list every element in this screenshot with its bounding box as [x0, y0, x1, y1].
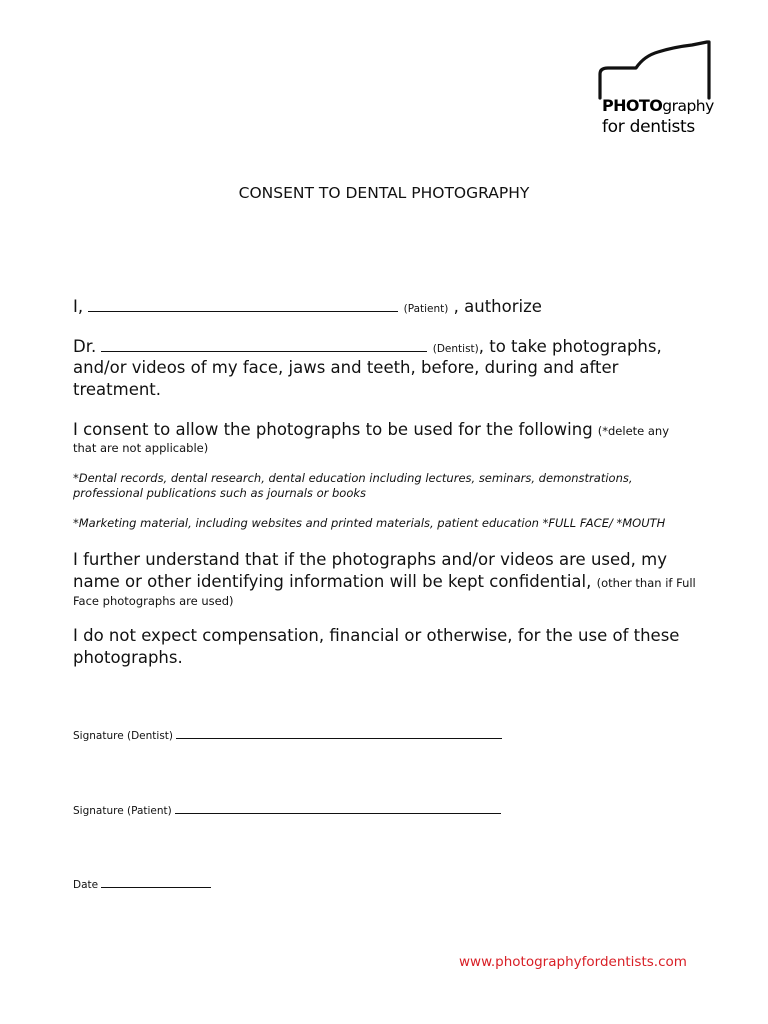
date-label: Date	[73, 879, 99, 891]
consent-line	[73, 419, 669, 441]
dentist-name-blank[interactable]	[101, 350, 427, 352]
confidentiality-note-a: (other than if Full	[596, 576, 696, 590]
website-url[interactable]: www.photographyfordentists.com	[459, 954, 687, 970]
consent-note-a: (*delete any	[597, 424, 670, 438]
confidentiality-note-b: Face photographs are used)	[73, 594, 234, 608]
patient-authorization-line	[73, 296, 542, 320]
usage-item-dental-records: *Dental records, dental research, dental education including lectures, seminars, demonstrations, professional publications such as journals or books	[73, 471, 633, 500]
date-row	[73, 879, 211, 891]
camera-outline-icon	[600, 42, 709, 98]
patient-prefix: I,	[73, 297, 84, 316]
patient-signature-label: Signature (Patient)	[73, 805, 172, 817]
usage-item-marketing: *Marketing material, including websites and printed materials, patient education *FULL FACE/ *MOUTH	[73, 516, 666, 530]
patient-label: (Patient)	[403, 303, 449, 315]
dentist-signature-blank[interactable]	[176, 737, 502, 739]
videos-paragraph: and/or videos of my face, jaws and teeth, before, during and after treatment.	[73, 358, 619, 399]
confidentiality-main: I further understand that if the photographs and/or videos are used, my name or other identifying information will be kept confidential,	[73, 550, 667, 591]
document-title: CONSENT TO DENTAL PHOTOGRAPHY	[238, 184, 530, 202]
patient-suffix: , authorize	[453, 297, 542, 316]
confidentiality-paragraph	[73, 549, 713, 594]
photography-for-dentists-logo	[588, 38, 718, 138]
patient-name-blank[interactable]	[88, 310, 398, 312]
dentist-signature-label: Signature (Dentist)	[73, 730, 174, 742]
consent-note-b: that are not applicable)	[73, 441, 209, 455]
dentist-prefix: Dr.	[73, 337, 97, 356]
dentist-suffix: , to take photographs,	[478, 337, 662, 356]
logo-text-line2: for dentists	[602, 117, 695, 137]
dentist-label: (Dentist)	[432, 343, 479, 355]
patient-signature-blank[interactable]	[175, 812, 501, 814]
compensation-paragraph: I do not expect compensation, financial or otherwise, for the use of these photographs.	[73, 626, 680, 667]
consent-main: I consent to allow the photographs to be used for the following	[73, 420, 593, 439]
patient-signature-row	[73, 805, 501, 817]
dentist-signature-row	[73, 730, 502, 742]
date-blank[interactable]	[101, 886, 211, 888]
logo-text-line1: PHOTOgraphy	[602, 96, 714, 115]
